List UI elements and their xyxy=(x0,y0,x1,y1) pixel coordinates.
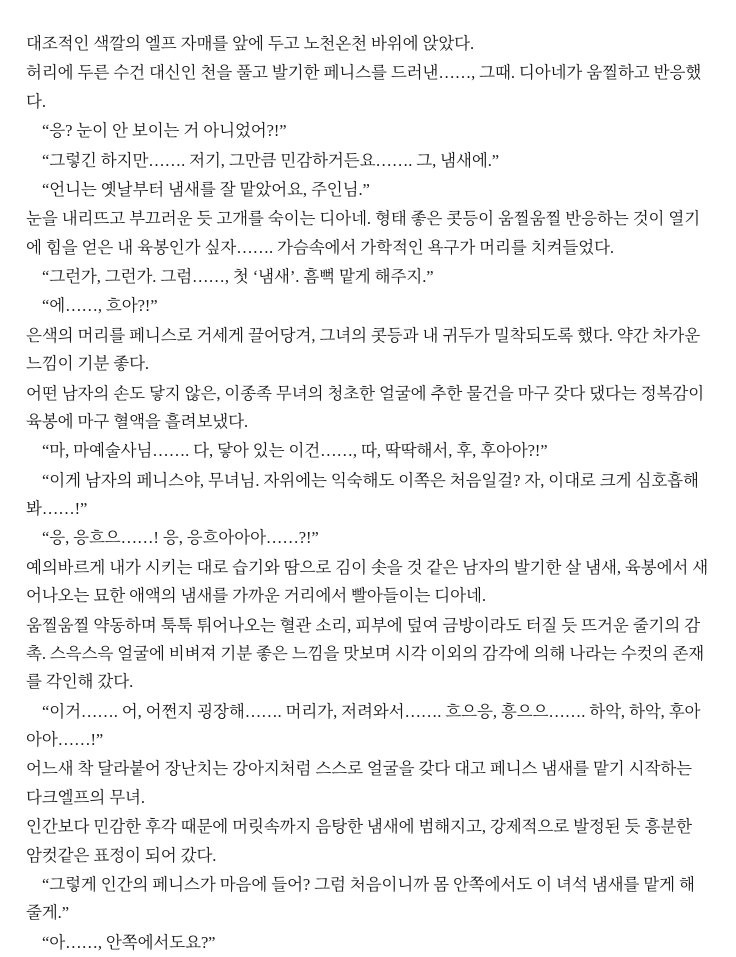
paragraph: 허리에 두른 수건 대신인 천을 풀고 발기한 페니스를 드러낸……, 그때. 디아네가 움찔하고 반응했다. xyxy=(26,63,702,111)
paragraph: “이거……. 어, 어쩐지 굉장해……. 머리가, 저려와서……. 흐으응, 흥으으……. 하악, 하악, 후아아아……!” xyxy=(26,701,701,749)
paragraph: “그런가, 그런가. 그럼……, 첫 ‘냄새’. 흠뻑 맡게 해주지.” xyxy=(42,267,434,286)
document-body xyxy=(26,30,710,957)
paragraph: 어떤 남자의 손도 닿지 않은, 이종족 무녀의 청초한 얼굴에 추한 물건을 마구 갖다 댔다는 정복감이 육봉에 마구 혈액을 흘려보냈다. xyxy=(26,383,705,431)
paragraph: 눈을 내리뜨고 부끄러운 듯 고개를 숙이는 디아네. 형태 좋은 콧등이 움찔움찔 반응하는 것이 열기에 힘을 얻은 내 육봉인가 싶자……. 가슴속에서 가학적인 욕구가 머리를 치켜들었다. xyxy=(26,209,701,257)
paragraph: “그렇게 인간의 페니스가 마음에 들어? 그럼 처음이니까 몸 안쪽에서도 이 녀석 냄새를 맡게 해줄게.” xyxy=(26,874,695,923)
paragraph: 어느새 착 달라붙어 장난치는 강아지처럼 스스로 얼굴을 갖다 대고 페니스 냄새를 맡기 시작하는 다크엘프의 무녀. xyxy=(26,759,693,807)
paragraph: “응? 눈이 안 보이는 거 아니었어?!” xyxy=(42,121,287,141)
paragraph: “응, 응흐으……! 응, 응흐아아아……?!” xyxy=(42,528,319,548)
paragraph: 은색의 머리를 페니스로 거세게 끌어당겨, 그녀의 콧등과 내 귀두가 밀착되도록 했다. 약간 차가운 느낌이 기분 좋다. xyxy=(26,325,701,374)
paragraph: 예의바르게 내가 시키는 대로 습기와 땀으로 김이 솟을 것 같은 남자의 발기한 살 냄새, 육봉에서 새어나오는 묘한 애액의 냄새를 가까운 거리에서 빨아들이는 디아네. xyxy=(26,557,709,606)
paragraph: 움찔움찔 약동하며 툭툭 튀어나오는 혈관 소리, 피부에 덮여 금방이라도 터질 듯 뜨거운 줄기의 감촉. 스윽스윽 얼굴에 비벼져 기분 좋은 느낌을 맛보며 시각 이외의 감각에 의해 나라는 수컷의 존재를 각인해 갔다. xyxy=(26,615,705,692)
paragraph: “마, 마예술사님……. 다, 닿아 있는 이건……, 따, 딱딱해서, 후, 후아아?!” xyxy=(42,441,548,461)
paragraph: 대조적인 색깔의 엘프 자매를 앞에 두고 노천온천 바위에 앉았다. xyxy=(26,34,475,53)
paragraph: “에……, 흐아?!” xyxy=(42,296,158,316)
paragraph: “그렇긴 하지만……. 저기, 그만큼 민감하거든요……. 그, 냄새에.” xyxy=(42,150,499,170)
paragraph: “아……, 안쪽에서도요?” xyxy=(42,932,216,952)
paragraph: “이게 남자의 페니스야, 무녀님. 자위에는 익숙해도 이쪽은 처음일걸? 자, 이대로 크게 심호흡해봐……!” xyxy=(26,470,699,518)
paragraph: “언니는 옛날부터 냄새를 잘 맡았어요, 주인님.” xyxy=(42,179,370,199)
paragraph: 인간보다 민감한 후각 때문에 머릿속까지 음탕한 냄새에 범해지고, 강제적으로 발정된 듯 흥분한 암컷같은 표정이 되어 갔다. xyxy=(26,817,693,865)
